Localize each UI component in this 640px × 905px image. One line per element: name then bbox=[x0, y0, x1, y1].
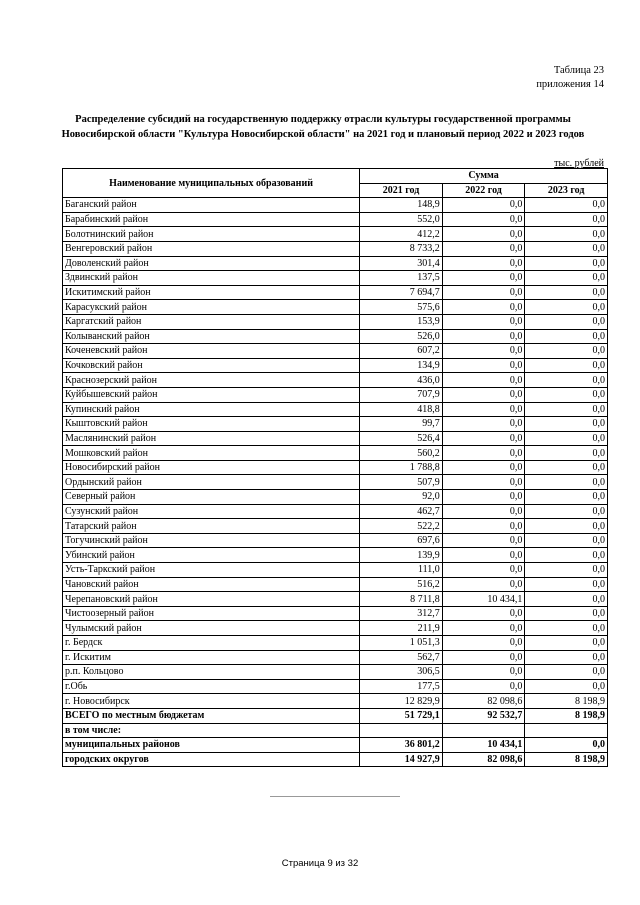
table-row bbox=[63, 212, 608, 227]
row-value-2023: 0,0 bbox=[525, 533, 608, 548]
row-value-2022: 0,0 bbox=[442, 650, 525, 665]
row-value-2023: 0,0 bbox=[525, 358, 608, 373]
row-name: Здвинский район bbox=[63, 271, 360, 286]
row-value-2021: 526,0 bbox=[360, 329, 443, 344]
table-row bbox=[63, 665, 608, 680]
table-row bbox=[63, 300, 608, 315]
row-value-2022: 0,0 bbox=[442, 329, 525, 344]
row-value-2022: 0,0 bbox=[442, 271, 525, 286]
row-value-2022: 0,0 bbox=[442, 431, 525, 446]
row-name: Кыштовский район bbox=[63, 417, 360, 432]
row-name: Краснозерский район bbox=[63, 373, 360, 388]
row-value-2022: 0,0 bbox=[442, 212, 525, 227]
row-value-2023: 0,0 bbox=[525, 285, 608, 300]
row-name: р.п. Кольцово bbox=[63, 665, 360, 680]
row-value-2021: 137,5 bbox=[360, 271, 443, 286]
row-name: Убинский район bbox=[63, 548, 360, 563]
row-value-2023: 0,0 bbox=[525, 314, 608, 329]
row-value-2022: 0,0 bbox=[442, 227, 525, 242]
footer-divider bbox=[270, 796, 400, 797]
row-value-2022: 0,0 bbox=[442, 519, 525, 534]
row-value-2021: 8 733,2 bbox=[360, 241, 443, 256]
row-value-2021: 8 711,8 bbox=[360, 592, 443, 607]
column-header-year-2022: 2022 год bbox=[442, 183, 525, 198]
row-value-2021: 153,9 bbox=[360, 314, 443, 329]
table-row bbox=[63, 227, 608, 242]
row-value-2023: 0,0 bbox=[525, 271, 608, 286]
row-value-2021: 301,4 bbox=[360, 256, 443, 271]
row-value-2023: 0,0 bbox=[525, 198, 608, 213]
row-name: Карасукский район bbox=[63, 300, 360, 315]
row-name: Куйбышевский район bbox=[63, 387, 360, 402]
row-value-2023: 8 198,9 bbox=[525, 752, 608, 767]
row-value-2022: 0,0 bbox=[442, 460, 525, 475]
row-value-2022: 0,0 bbox=[442, 358, 525, 373]
row-name: Сузунский район bbox=[63, 504, 360, 519]
row-value-2023: 0,0 bbox=[525, 606, 608, 621]
row-value-2021: 312,7 bbox=[360, 606, 443, 621]
table-row bbox=[63, 519, 608, 534]
row-value-2022: 0,0 bbox=[442, 533, 525, 548]
row-name: ВСЕГО по местным бюджетам bbox=[63, 708, 360, 723]
row-value-2022: 0,0 bbox=[442, 548, 525, 563]
document-title bbox=[40, 112, 606, 142]
row-value-2022: 0,0 bbox=[442, 417, 525, 432]
row-value-2023: 0,0 bbox=[525, 504, 608, 519]
table-row bbox=[63, 329, 608, 344]
row-name: Болотнинский район bbox=[63, 227, 360, 242]
row-name: Ордынский район bbox=[63, 475, 360, 490]
row-value-2023: 0,0 bbox=[525, 227, 608, 242]
row-value-2021: 552,0 bbox=[360, 212, 443, 227]
row-value-2022: 0,0 bbox=[442, 577, 525, 592]
row-value-2023: 0,0 bbox=[525, 577, 608, 592]
row-value-2022: 92 532,7 bbox=[442, 708, 525, 723]
row-value-2022: 0,0 bbox=[442, 300, 525, 315]
table-row bbox=[63, 636, 608, 651]
row-value-2023: 0,0 bbox=[525, 563, 608, 578]
table-row bbox=[63, 679, 608, 694]
units-label: тыс. рублей bbox=[554, 158, 604, 169]
row-name: Колыванский район bbox=[63, 329, 360, 344]
table-row bbox=[63, 256, 608, 271]
title-line-1: Распределение субсидий на государственную поддержку отрасли культуры государственной программы bbox=[75, 114, 571, 125]
urban-total-row bbox=[63, 752, 608, 767]
row-value-2023: 0,0 bbox=[525, 636, 608, 651]
table-row bbox=[63, 592, 608, 607]
table-row bbox=[63, 344, 608, 359]
row-value-2022: 0,0 bbox=[442, 285, 525, 300]
municipal-total-row bbox=[63, 738, 608, 753]
table-row bbox=[63, 621, 608, 636]
row-value-2021: 560,2 bbox=[360, 446, 443, 461]
row-value-2021: 575,6 bbox=[360, 300, 443, 315]
row-value-2021: 1 788,8 bbox=[360, 460, 443, 475]
total-row bbox=[63, 708, 608, 723]
table-row bbox=[63, 606, 608, 621]
row-name: г. Искитим bbox=[63, 650, 360, 665]
subsidy-table bbox=[62, 168, 608, 767]
table-row bbox=[63, 694, 608, 709]
table-row bbox=[63, 358, 608, 373]
row-value-2023: 0,0 bbox=[525, 300, 608, 315]
row-value-2023: 8 198,9 bbox=[525, 708, 608, 723]
empty-cell bbox=[360, 723, 443, 738]
row-value-2023: 0,0 bbox=[525, 475, 608, 490]
row-name: г. Новосибирск bbox=[63, 694, 360, 709]
table-row bbox=[63, 241, 608, 256]
row-value-2021: 562,7 bbox=[360, 650, 443, 665]
table-row bbox=[63, 650, 608, 665]
column-header-sum: Сумма bbox=[360, 169, 608, 184]
table-label-block bbox=[536, 64, 604, 92]
row-value-2021: 51 729,1 bbox=[360, 708, 443, 723]
table-number: Таблица 23 bbox=[553, 65, 604, 76]
row-value-2023: 0,0 bbox=[525, 446, 608, 461]
row-name: Коченевский район bbox=[63, 344, 360, 359]
table-row bbox=[63, 475, 608, 490]
row-name: Чистоозерный район bbox=[63, 606, 360, 621]
row-value-2023: 0,0 bbox=[525, 679, 608, 694]
row-value-2021: 436,0 bbox=[360, 373, 443, 388]
row-value-2022: 0,0 bbox=[442, 504, 525, 519]
row-value-2021: 36 801,2 bbox=[360, 738, 443, 753]
row-value-2022: 0,0 bbox=[442, 665, 525, 680]
row-value-2023: 0,0 bbox=[525, 212, 608, 227]
row-value-2023: 0,0 bbox=[525, 344, 608, 359]
row-name: городских округов bbox=[63, 752, 360, 767]
table-row bbox=[63, 402, 608, 417]
column-header-year-2023: 2023 год bbox=[525, 183, 608, 198]
row-name: г.Обь bbox=[63, 679, 360, 694]
row-name: Барабинский район bbox=[63, 212, 360, 227]
table-row bbox=[63, 271, 608, 286]
row-value-2022: 0,0 bbox=[442, 241, 525, 256]
row-value-2021: 12 829,9 bbox=[360, 694, 443, 709]
table-row bbox=[63, 198, 608, 213]
row-value-2022: 0,0 bbox=[442, 621, 525, 636]
table-row bbox=[63, 533, 608, 548]
row-value-2022: 0,0 bbox=[442, 636, 525, 651]
table-row bbox=[63, 417, 608, 432]
row-name: Усть-Таркский район bbox=[63, 563, 360, 578]
row-name: Тогучинский район bbox=[63, 533, 360, 548]
row-name: Мошковский район bbox=[63, 446, 360, 461]
row-value-2021: 697,6 bbox=[360, 533, 443, 548]
row-value-2022: 82 098,6 bbox=[442, 752, 525, 767]
row-value-2023: 0,0 bbox=[525, 256, 608, 271]
row-value-2022: 0,0 bbox=[442, 387, 525, 402]
row-name: муниципальных районов bbox=[63, 738, 360, 753]
row-value-2022: 0,0 bbox=[442, 679, 525, 694]
table-row bbox=[63, 490, 608, 505]
appendix-number: приложения 14 bbox=[536, 79, 604, 90]
row-value-2021: 526,4 bbox=[360, 431, 443, 446]
row-value-2023: 0,0 bbox=[525, 329, 608, 344]
row-value-2023: 0,0 bbox=[525, 738, 608, 753]
row-value-2021: 139,9 bbox=[360, 548, 443, 563]
row-value-2021: 177,5 bbox=[360, 679, 443, 694]
row-name: Каргатский район bbox=[63, 314, 360, 329]
table-row bbox=[63, 446, 608, 461]
table-row bbox=[63, 387, 608, 402]
row-value-2023: 0,0 bbox=[525, 373, 608, 388]
row-value-2022: 0,0 bbox=[442, 198, 525, 213]
table-row bbox=[63, 504, 608, 519]
row-value-2021: 111,0 bbox=[360, 563, 443, 578]
row-value-2023: 0,0 bbox=[525, 387, 608, 402]
row-value-2022: 0,0 bbox=[442, 606, 525, 621]
page-number: Страница 9 из 32 bbox=[281, 858, 359, 869]
row-value-2023: 0,0 bbox=[525, 665, 608, 680]
row-value-2021: 7 694,7 bbox=[360, 285, 443, 300]
row-value-2021: 92,0 bbox=[360, 490, 443, 505]
row-value-2022: 0,0 bbox=[442, 402, 525, 417]
row-value-2023: 0,0 bbox=[525, 519, 608, 534]
row-value-2023: 8 198,9 bbox=[525, 694, 608, 709]
row-name: Искитимский район bbox=[63, 285, 360, 300]
row-value-2022: 10 434,1 bbox=[442, 592, 525, 607]
row-value-2023: 0,0 bbox=[525, 621, 608, 636]
row-value-2022: 0,0 bbox=[442, 475, 525, 490]
row-value-2023: 0,0 bbox=[525, 460, 608, 475]
table-row bbox=[63, 314, 608, 329]
row-value-2023: 0,0 bbox=[525, 490, 608, 505]
row-name: Доволенский район bbox=[63, 256, 360, 271]
row-value-2021: 462,7 bbox=[360, 504, 443, 519]
row-value-2021: 14 927,9 bbox=[360, 752, 443, 767]
row-name: Чулымский район bbox=[63, 621, 360, 636]
row-value-2023: 0,0 bbox=[525, 431, 608, 446]
row-name: Татарский район bbox=[63, 519, 360, 534]
row-name: Северный район bbox=[63, 490, 360, 505]
row-name: Чановский район bbox=[63, 577, 360, 592]
row-name: г. Бердск bbox=[63, 636, 360, 651]
row-value-2023: 0,0 bbox=[525, 650, 608, 665]
row-value-2022: 0,0 bbox=[442, 344, 525, 359]
row-name: Маслянинский район bbox=[63, 431, 360, 446]
column-header-name: Наименование муниципальных образований bbox=[63, 169, 360, 198]
table-row bbox=[63, 431, 608, 446]
row-value-2021: 707,9 bbox=[360, 387, 443, 402]
row-value-2021: 306,5 bbox=[360, 665, 443, 680]
row-value-2021: 148,9 bbox=[360, 198, 443, 213]
row-value-2022: 0,0 bbox=[442, 563, 525, 578]
empty-cell bbox=[442, 723, 525, 738]
row-value-2022: 82 098,6 bbox=[442, 694, 525, 709]
row-value-2023: 0,0 bbox=[525, 241, 608, 256]
row-value-2022: 0,0 bbox=[442, 256, 525, 271]
row-value-2021: 516,2 bbox=[360, 577, 443, 592]
empty-cell bbox=[525, 723, 608, 738]
row-value-2023: 0,0 bbox=[525, 417, 608, 432]
row-value-2023: 0,0 bbox=[525, 402, 608, 417]
table-row bbox=[63, 563, 608, 578]
column-header-year-2021: 2021 год bbox=[360, 183, 443, 198]
row-value-2022: 0,0 bbox=[442, 373, 525, 388]
row-value-2022: 0,0 bbox=[442, 490, 525, 505]
table-row bbox=[63, 285, 608, 300]
row-value-2021: 418,8 bbox=[360, 402, 443, 417]
row-value-2022: 0,0 bbox=[442, 314, 525, 329]
row-name: Венгеровский район bbox=[63, 241, 360, 256]
row-value-2023: 0,0 bbox=[525, 592, 608, 607]
row-name: Купинский район bbox=[63, 402, 360, 417]
table-row bbox=[63, 460, 608, 475]
table-row bbox=[63, 577, 608, 592]
row-value-2021: 211,9 bbox=[360, 621, 443, 636]
row-name: Черепановский район bbox=[63, 592, 360, 607]
row-value-2021: 1 051,3 bbox=[360, 636, 443, 651]
table-row bbox=[63, 548, 608, 563]
row-name: Кочковский район bbox=[63, 358, 360, 373]
row-value-2021: 522,2 bbox=[360, 519, 443, 534]
row-value-2022: 0,0 bbox=[442, 446, 525, 461]
row-value-2021: 134,9 bbox=[360, 358, 443, 373]
row-name: в том числе: bbox=[63, 723, 360, 738]
row-value-2023: 0,0 bbox=[525, 548, 608, 563]
table-body bbox=[63, 198, 608, 767]
row-value-2021: 507,9 bbox=[360, 475, 443, 490]
row-value-2021: 607,2 bbox=[360, 344, 443, 359]
title-line-2: Новосибирской области "Культура Новосибирской области" на 2021 год и плановый период 2022 и 2023 годов bbox=[61, 129, 585, 140]
row-value-2022: 10 434,1 bbox=[442, 738, 525, 753]
row-value-2021: 412,2 bbox=[360, 227, 443, 242]
row-value-2021: 99,7 bbox=[360, 417, 443, 432]
row-name: Новосибирский район bbox=[63, 460, 360, 475]
including-row bbox=[63, 723, 608, 738]
table-row bbox=[63, 373, 608, 388]
row-name: Баганский район bbox=[63, 198, 360, 213]
